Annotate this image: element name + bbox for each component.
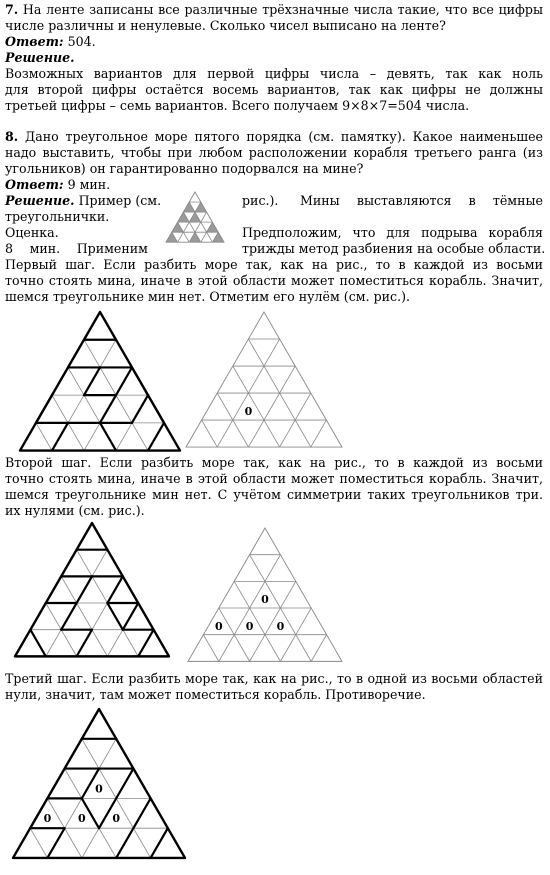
step2-line1: Второй шаг. Если разбить море так, как на рис., то в каждой из восьми xyxy=(5,455,543,470)
p8-example-cont: треугольнички. xyxy=(5,209,110,224)
example-mine-triangle xyxy=(160,190,230,246)
p8-example-right: Мины выставляются в тёмные xyxy=(300,193,543,208)
step2-line4: их нулями (см. рис.). xyxy=(5,503,145,518)
zero-mark: 0 xyxy=(77,812,86,826)
p8-estimate-right: Предположим, что для подрыва корабля xyxy=(242,225,543,240)
step1-partition-triangle xyxy=(18,310,188,452)
zero-mark: 0 xyxy=(244,405,253,419)
p8-min-right: трижды метод разбиения на особые области. xyxy=(242,241,546,256)
p8-number: 8. xyxy=(5,129,19,144)
mine-cell xyxy=(189,232,201,242)
zero-mark: 0 xyxy=(261,593,269,607)
p7-solution-label: Решение. xyxy=(5,50,75,65)
zero-mark: 0 xyxy=(245,619,254,633)
p8-example-mid: рис.). xyxy=(242,193,279,208)
p8-line2: надо выставить, чтобы при любом расположении корабля третьего ранга (из xyxy=(5,145,543,160)
p8-solution-example: Решение. Пример (см. xyxy=(5,193,162,208)
p8-line1: 8. Дано треугольное море пятого порядка (см. памятку). Какое наименьшее xyxy=(5,129,543,144)
mine-cell xyxy=(207,222,219,232)
mine-cell xyxy=(172,222,184,232)
step2-zeros-triangle xyxy=(185,526,345,666)
zero-mark: 0 xyxy=(214,619,223,633)
step1-line3: шемся треугольнике мин нет. Отметим его нулём (см. рис.). xyxy=(5,289,410,304)
p8-answer: Ответ: 9 мин. xyxy=(5,177,111,192)
mine-cell xyxy=(189,212,201,222)
zero-mark: 0 xyxy=(276,619,285,633)
p7-sol2: для второй цифры остаётся восемь вариантов, так как цифры не должны xyxy=(5,82,543,97)
p8-line3: угольников) он гарантированно подорвался на мине? xyxy=(5,161,364,176)
mine-cell xyxy=(166,232,178,242)
p7-line1: 7. На ленте записаны все различные трёхзначные числа такие, что все цифры xyxy=(5,2,543,17)
mine-cell xyxy=(178,212,190,222)
zero-mark: 0 xyxy=(43,812,52,826)
step2-partition-triangle xyxy=(14,521,174,663)
mine-cell xyxy=(183,202,195,212)
p8-min-left: 8 мин. Применим xyxy=(5,241,148,256)
p7-line2: числе различны и ненулевые. Сколько чисел выписано на ленте? xyxy=(5,18,446,33)
p7-answer: Ответ: 504. xyxy=(5,34,96,49)
step1-zero-triangle xyxy=(184,310,344,452)
mine-cell xyxy=(212,232,224,242)
zero-mark: 0 xyxy=(95,782,103,796)
mine-cell xyxy=(195,202,207,212)
step2-line3: шемся треугольнике мин нет. С учётом симметрии таких треугольников три. xyxy=(5,487,543,502)
step3-line1: Третий шаг. Если разбить море так, как на рис., то в одной из восьми областей xyxy=(5,671,543,686)
step3-line2: нули, значит, там может поместиться корабль. Противоречие. xyxy=(5,687,426,702)
p7-number: 7. xyxy=(5,2,19,17)
step2-line2: точно стоять мина, иначе в этой области может поместиться корабль. Значит, xyxy=(5,471,543,486)
step3-contradiction-triangle xyxy=(14,707,194,873)
step1-line2: точно стоять мина, иначе в этой области может поместиться корабль. Значит, xyxy=(5,273,543,288)
step1-line1: Первый шаг. Если разбить море так, как на рис., то в каждой из восьми xyxy=(5,257,543,272)
p7-sol1: Возможных вариантов для первой цифры числа – девять, так как ноль xyxy=(5,66,543,81)
zero-mark: 0 xyxy=(112,812,121,826)
p8-estimate-label: Оценка. xyxy=(5,225,59,240)
p7-sol3: третьей цифры – семь вариантов. Всего получаем 9×8×7=504 числа. xyxy=(5,98,470,113)
